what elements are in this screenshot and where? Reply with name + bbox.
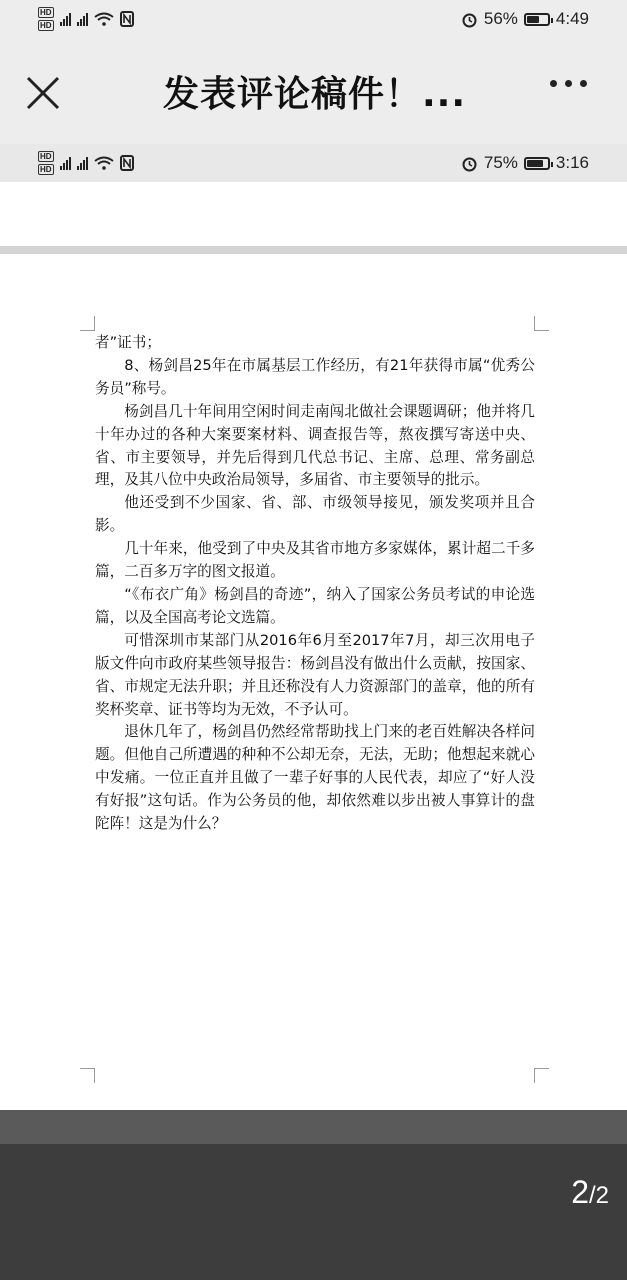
battery-icon [524, 13, 550, 26]
signal-icon-2 [77, 12, 88, 26]
page-indicator [571, 1174, 609, 1211]
doc-paragraph: 几十年来，他受到了中央及其省市地方多家媒体，累计超二千多篇，二百多万字的图文报道。 [95, 540, 535, 581]
doc-paragraph: 8、杨剑昌25年在市属基层工作经历，有21年获得市属“优秀公务员”称号。 [95, 356, 535, 397]
page-corner-mark [80, 316, 95, 331]
system-status-bar [0, 0, 627, 38]
nfc-icon [120, 11, 134, 27]
page-separator [0, 246, 627, 254]
status-left [38, 6, 134, 32]
page-corner-mark [534, 1068, 549, 1083]
embedded-status-left [38, 150, 134, 176]
status-right [461, 9, 589, 29]
page-corner-mark [80, 1068, 95, 1083]
nfc-icon [120, 155, 134, 171]
hd-icon: HD HD [40, 8, 52, 30]
more-dots-icon[interactable] [550, 80, 587, 87]
doc-paragraph: 退休几年了，杨剑昌仍然经常帮助找上门来的老百姓解决各样问题。但他自己所遭遇的种种不公却无奈，无法，无助；他想起来就心中发痛。一位正直并且做了一辈子好事的人民代表，却应了“好人没有好报”这句话。作为公务员的他，却依然难以步出被人事算计的盘陀阵！这是为什么？ [95, 723, 535, 833]
page-title: 发表评论稿件！... [163, 74, 467, 115]
nav-bar [0, 38, 627, 144]
doc-paragraph: 可惜深圳市某部门从2016年6月至2017年7月，却三次用电子版文件向市政府某些领导报告：杨剑昌没有做出什么贡献，按国家、省、市规定无法升职；并且还称没有人力资源部门的盖章，他的所有奖杯奖章、证书等均为无效，不予认可。 [95, 631, 535, 718]
close-icon[interactable] [24, 74, 62, 112]
doc-paragraph: 他还受到不少国家、省、部、市级领导接见，颁发奖项并且合影。 [95, 494, 535, 535]
bottom-strip [0, 1110, 627, 1144]
embedded-status-bar [0, 144, 627, 182]
alarm-icon [461, 155, 478, 172]
wifi-icon [94, 12, 114, 26]
signal-icon-2 [77, 156, 88, 170]
signal-icon [60, 156, 71, 170]
clock-time: 4:49 [555, 9, 589, 28]
doc-paragraph: 者”证书； [95, 334, 161, 351]
battery-percent: 75% [483, 153, 518, 172]
viewer-bottom-bar [0, 1110, 627, 1280]
embedded-status-right [461, 153, 589, 173]
document-viewer[interactable] [0, 182, 627, 1110]
doc-paragraph: 杨剑昌几十年间用空闲时间走南闯北做社会课题调研；他并将几十年办过的各种大案要案材料、调查报告等，熬夜撰写寄送中央、省、市主要领导，并先后得到几代总书记、主席、总理、常务副总理，及其八位中央政治局领导，多届省、市主要领导的批示。 [95, 402, 535, 489]
clock-time: 3:16 [555, 153, 589, 172]
current-page: 2 [571, 1174, 589, 1210]
doc-paragraph: “《布衣广角》杨剑昌的奇迹”，纳入了国家公务员考试的申论选篇，以及全国高考论文选篇。 [95, 585, 535, 626]
signal-icon [60, 12, 71, 26]
document-body [95, 332, 535, 836]
wifi-icon [94, 156, 114, 170]
total-pages: /2 [588, 1182, 609, 1209]
hd-icon: HD HD [40, 152, 52, 174]
battery-icon [524, 157, 550, 170]
battery-percent: 56% [483, 9, 518, 28]
page-corner-mark [534, 316, 549, 331]
alarm-icon [461, 11, 478, 28]
